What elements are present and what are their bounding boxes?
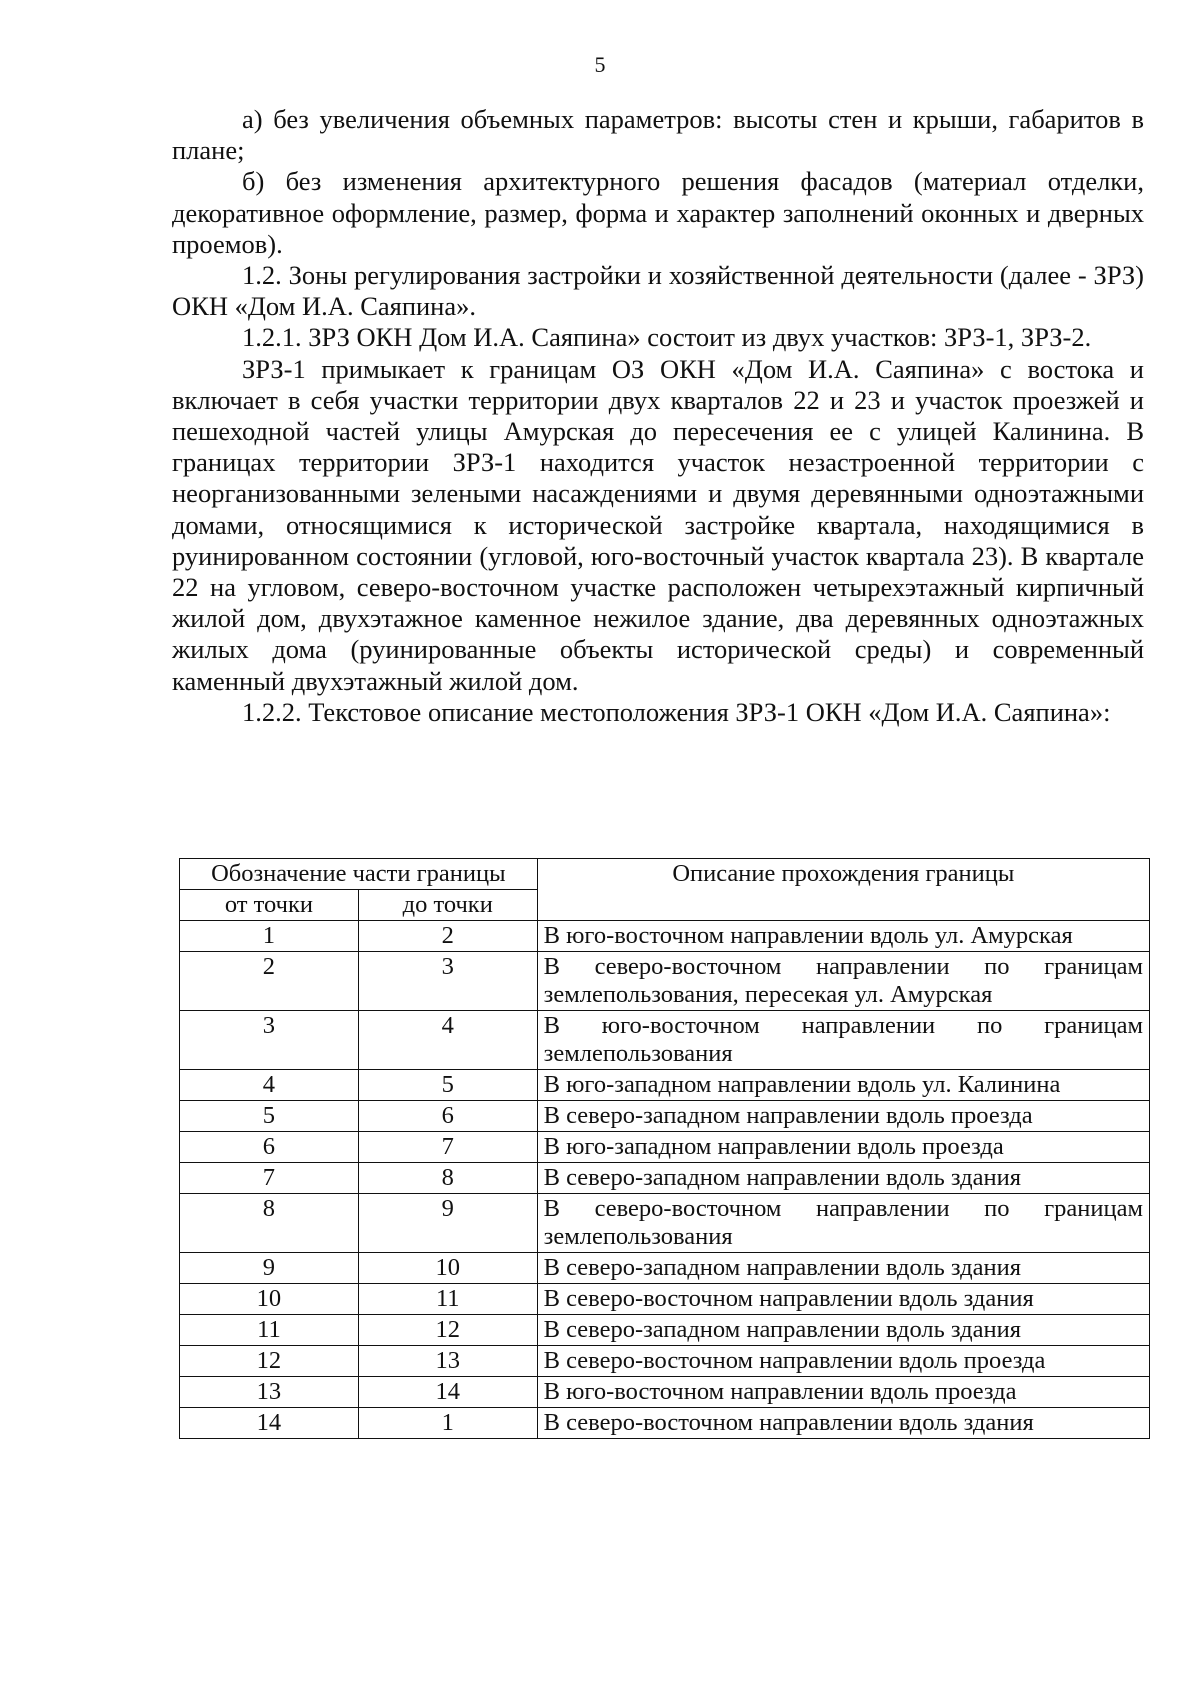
cell-description: В северо-западном направлении вдоль здания [537,1253,1149,1284]
cell-to: 13 [358,1346,537,1377]
boundary-table [179,858,1150,1439]
cell-from: 12 [180,1346,359,1377]
cell-from: 7 [180,1163,359,1194]
paragraph-1-2-2: 1.2.2. Текстовое описание местоположения ЗРЗ-1 ОКН «Дом И.А. Саяпина»: [242,696,1111,727]
cell-to: 10 [358,1253,537,1284]
cell-to: 2 [358,921,537,952]
cell-from: 11 [180,1315,359,1346]
table-row [180,952,1150,1011]
cell-from: 1 [180,921,359,952]
table-row [180,1070,1150,1101]
table-row [180,1163,1150,1194]
cell-from: 10 [180,1284,359,1315]
table-row [180,1132,1150,1163]
table-row [180,1284,1150,1315]
table-row [180,921,1150,952]
cell-description: В северо-восточном направлении вдоль здания [537,1284,1149,1315]
cell-to: 11 [358,1284,537,1315]
cell-description: В юго-восточном направлении по границам землепользования [537,1011,1149,1070]
paragraph-1-2: 1.2. Зоны регулирования застройки и хозяйственной деятельности (далее - ЗРЗ) ОКН «Дом И.А. Саяпина». [172,260,1144,322]
cell-from: 3 [180,1011,359,1070]
body-text [172,104,1144,728]
cell-from: 4 [180,1070,359,1101]
header-description: Описание прохождения границы [537,859,1149,921]
page-number: 5 [594,52,606,77]
cell-to: 3 [358,952,537,1011]
table-row [180,1253,1150,1284]
table-row [180,1346,1150,1377]
cell-description: В северо-восточном направлении по границам землепользования, пересекая ул. Амурская [537,952,1149,1011]
header-to: до точки [358,890,537,921]
cell-description: В северо-восточном направлении по границам землепользования [537,1194,1149,1253]
cell-to: 14 [358,1377,537,1408]
cell-to: 5 [358,1070,537,1101]
cell-from: 9 [180,1253,359,1284]
cell-to: 7 [358,1132,537,1163]
cell-to: 9 [358,1194,537,1253]
paragraph-a: а) без увеличения объемных параметров: высоты стен и крыши, габаритов в плане; [172,104,1144,166]
table-row [180,1315,1150,1346]
cell-from: 8 [180,1194,359,1253]
cell-description: В юго-западном направлении вдоль проезда [537,1132,1149,1163]
cell-from: 5 [180,1101,359,1132]
cell-description: В северо-западном направлении вдоль здания [537,1315,1149,1346]
cell-from: 14 [180,1408,359,1439]
cell-from: 6 [180,1132,359,1163]
table-row [180,1011,1150,1070]
table-row [180,1101,1150,1132]
header-group: Обозначение части границы [180,859,538,890]
cell-description: В юго-восточном направлении вдоль проезда [537,1377,1149,1408]
table-header-row [180,859,1150,890]
cell-description: В северо-западном направлении вдоль проезда [537,1101,1149,1132]
cell-from: 2 [180,952,359,1011]
table-body [180,921,1150,1439]
table-row [180,1408,1150,1439]
cell-description: В северо-восточном направлении вдоль здания [537,1408,1149,1439]
table-row [180,1194,1150,1253]
paragraph-1-2-1: 1.2.1. ЗРЗ ОКН Дом И.А. Саяпина» состоит из двух участков: ЗРЗ-1, ЗРЗ-2. [242,322,1092,353]
cell-to: 1 [358,1408,537,1439]
cell-to: 4 [358,1011,537,1070]
paragraph-zrz1: ЗРЗ-1 примыкает к границам ОЗ ОКН «Дом И.А. Саяпина» с востока и включает в себя участки территории двух кварталов 22 и 23 и участок проезжей и пешеходной частей улицы Амурская до пересечения ее с улицей Калинина. В границах территории ЗРЗ-1 находится участок незастроенной территории с неорганизованными зелеными насаждениями и двумя деревянными одноэтажными домами, относящимися к исторической застройке квартала, находящимися в руинированном состоянии (угловой, юго-восточный участок квартала 23). В квартале 22 на угловом, северо-восточном участке расположен четырехэтажный кирпичный жилой дом, двухэтажное каменное нежилое здание, два деревянных одноэтажных жилых дома (руинированные объекты исторической среды) и современный каменный двухэтажный жилой дом. [172,353,1144,696]
cell-description: В северо-восточном направлении вдоль проезда [537,1346,1149,1377]
paragraph-b: б) без изменения архитектурного решения фасадов (материал отделки, декоративное оформление, размер, форма и характер заполнений оконных и дверных проемов). [172,166,1144,259]
cell-to: 12 [358,1315,537,1346]
table-row [180,1377,1150,1408]
cell-description: В северо-западном направлении вдоль здания [537,1163,1149,1194]
cell-description: В юго-восточном направлении вдоль ул. Амурская [537,921,1149,952]
header-from: от точки [180,890,359,921]
cell-to: 6 [358,1101,537,1132]
cell-to: 8 [358,1163,537,1194]
cell-from: 13 [180,1377,359,1408]
cell-description: В юго-западном направлении вдоль ул. Калинина [537,1070,1149,1101]
